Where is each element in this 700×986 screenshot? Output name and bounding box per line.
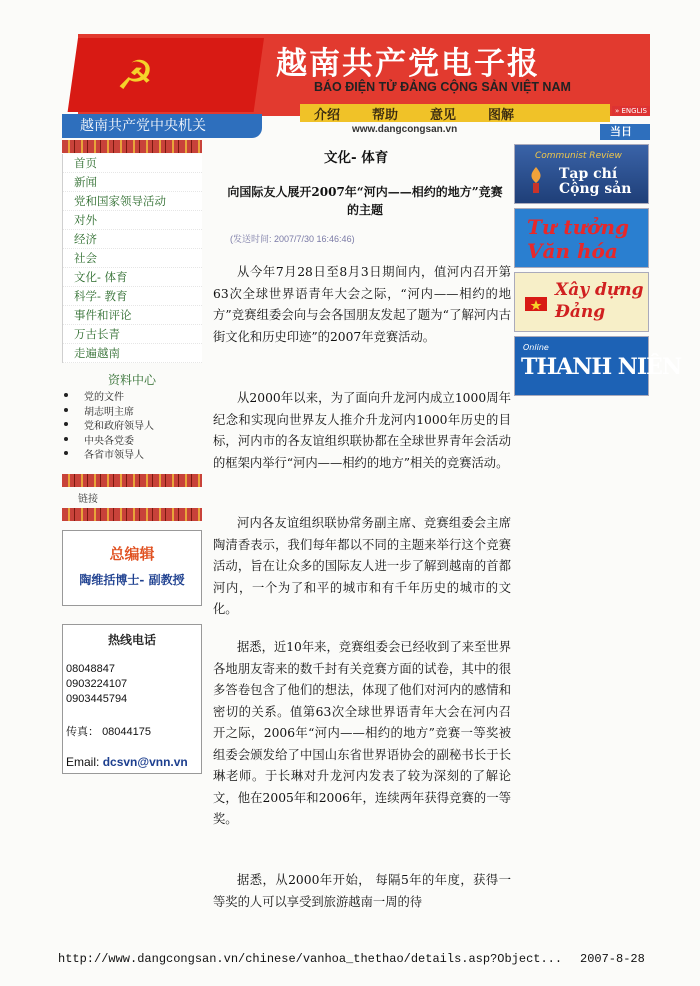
editor-title: 总编辑 <box>109 545 155 563</box>
sidebar-item-home[interactable]: 首页 <box>63 154 202 173</box>
editor-name: 陶维括博士- 副教授 <box>79 573 185 587</box>
torch-icon <box>523 165 549 195</box>
hotline-phone: 08048847 <box>66 663 115 675</box>
footer-url: http://www.dangcongsan.vn/chinese/vanhoa_thethao/details.asp?Object... <box>58 952 563 966</box>
links-label: 链接 <box>78 494 98 505</box>
ad-thanh-nien[interactable] <box>514 336 682 396</box>
resource-item[interactable]: 党和政府领导人 <box>62 417 202 432</box>
fax-number: 08044175 <box>102 726 152 738</box>
ad-subtitle: Communist Review <box>535 151 622 161</box>
sidebar-item-eternal[interactable]: 万古长青 <box>63 325 202 344</box>
ad-subtitle: Online <box>523 343 549 352</box>
ornament-divider <box>62 140 202 153</box>
nav-feedback[interactable]: 意见 <box>430 107 457 123</box>
resources-list <box>62 388 202 461</box>
editor-box <box>62 530 202 606</box>
article-title: 向国际友人展开2007年“河内——相约的地方”竞赛的主题 <box>227 185 503 217</box>
ornament-divider <box>62 508 202 521</box>
ad-title: Tư tưởng Văn hóa <box>527 215 630 263</box>
hotline-box <box>62 624 202 774</box>
sidebar-item-travel[interactable]: 走遍越南 <box>63 344 202 363</box>
hotline-title: 热线电话 <box>107 633 156 647</box>
resource-item[interactable]: 胡志明主席 <box>62 403 202 418</box>
fax-label: 传真： <box>66 726 99 738</box>
sidebar-item-society[interactable]: 社会 <box>63 249 202 268</box>
ornament-divider <box>62 474 202 487</box>
email-link[interactable]: dcsvn@vnn.vn <box>102 755 188 769</box>
ad-culture-thought[interactable] <box>514 208 649 268</box>
english-link[interactable]: » ENGLIS <box>612 106 650 116</box>
article-paragraph: 据悉，近10年来，竞赛组委会已经收到了来至世界各地朋友寄来的数千封有关竞赛方面的试卷，其中的很多答卷包含了他们的想法，体现了他们对河内的感情和密切的关系。值第63次全球世界语青年大会在河内召开之际，2006年“河内——相约的地方”竞赛一等奖被组委会颁发给了中国山东省世界语协会的副秘书长于长琳老师。于长琳对升龙河内发表了较为深刻的了解论文，他在2005年和2006年，连续两年获得竞赛的一等奖。 <box>213 640 511 826</box>
email-line <box>66 755 188 769</box>
sidebar-nav <box>62 154 202 363</box>
resources-title: 资料中心 <box>107 373 156 387</box>
article-paragraph: 据悉，从2000年开始， 每隔5年的年度，获得一等奖的人可以享受到旅游越南一周的待 <box>213 873 511 909</box>
article-paragraph: 从今年7月28日至8月3日期间内，值河内召开第63次全球世界语青年大会之际，“河内——相约的地方”竞赛组委会向与会各国朋友发起了题为“了解河内古街文化和历史印迹”的2007年竞赛活动。 <box>213 265 511 344</box>
nav-graphics[interactable]: 图解 <box>488 107 515 123</box>
ad-title: Tạp chí Cộng sản <box>559 166 632 197</box>
org-name-bar: 越南共产党中央机关 <box>62 114 262 138</box>
site-title-cn: 越南共产党电子报 <box>276 46 540 82</box>
fax-line <box>66 723 151 739</box>
today-label: 当日 <box>600 124 650 140</box>
nav-intro[interactable]: 介绍 <box>314 107 341 123</box>
resource-item[interactable]: 中央各党委 <box>62 432 202 447</box>
sidebar-item-leaders[interactable]: 党和国家领导活动 <box>63 192 202 211</box>
publish-time: (发送时间: 2007/7/30 16:46:46) <box>230 234 355 244</box>
site-title-vn: BÁO ĐIỆN TỬ ĐẢNG CỘNG SẢN VIỆT NAM <box>314 80 571 94</box>
sidebar-item-news[interactable]: 新闻 <box>63 173 202 192</box>
article-paragraph: 河内各友谊组织联协常务副主席、竞赛组委会主席陶清香表示，我们每年都以不同的主题来举行这个竞赛活动，旨在让众多的国际友人进一步了解到越南的首都河内，一个为了和平的城市和有千年历史的城市的文化。 <box>213 516 511 616</box>
resource-item[interactable]: 各省市领导人 <box>62 446 202 461</box>
ad-title: THANH NIÊN <box>521 354 682 380</box>
hotline-phone: 0903445794 <box>66 693 128 705</box>
hammer-sickle-icon: ☭ <box>114 53 157 99</box>
nav-help[interactable]: 帮助 <box>372 107 399 123</box>
resource-item[interactable]: 党的文件 <box>62 388 202 403</box>
site-url[interactable]: www.dangcongsan.vn <box>352 124 458 135</box>
email-label: Email: <box>66 755 100 769</box>
flag-icon <box>523 293 549 323</box>
sidebar-item-economy[interactable]: 经济 <box>63 230 202 249</box>
sidebar-item-events[interactable]: 事件和评论 <box>63 306 202 325</box>
sidebar-item-foreign[interactable]: 对外 <box>63 211 202 230</box>
ad-title: Xây dựng Đảng <box>555 280 644 322</box>
sidebar-item-science[interactable]: 科学- 教育 <box>63 287 202 306</box>
top-nav <box>300 104 610 122</box>
footer-date: 2007-8-28 <box>580 952 645 966</box>
hotline-phone: 0903224107 <box>66 678 128 690</box>
ad-party-building[interactable] <box>514 272 649 332</box>
party-flag <box>68 38 264 112</box>
ad-communist-review[interactable] <box>514 144 649 204</box>
sidebar-item-culture[interactable]: 文化- 体育 <box>63 268 202 287</box>
section-title: 文化- 体育 <box>324 150 389 166</box>
article-paragraph: 从2000年以来，为了面向升龙河内成立1000周年纪念和实现向世界友人推介升龙河内1000年历史的目标，河内市的各友谊组织联协都在全球世界青年会活动的框架内举行“河内——相约的地方”相关的竞赛活动。 <box>213 391 511 470</box>
